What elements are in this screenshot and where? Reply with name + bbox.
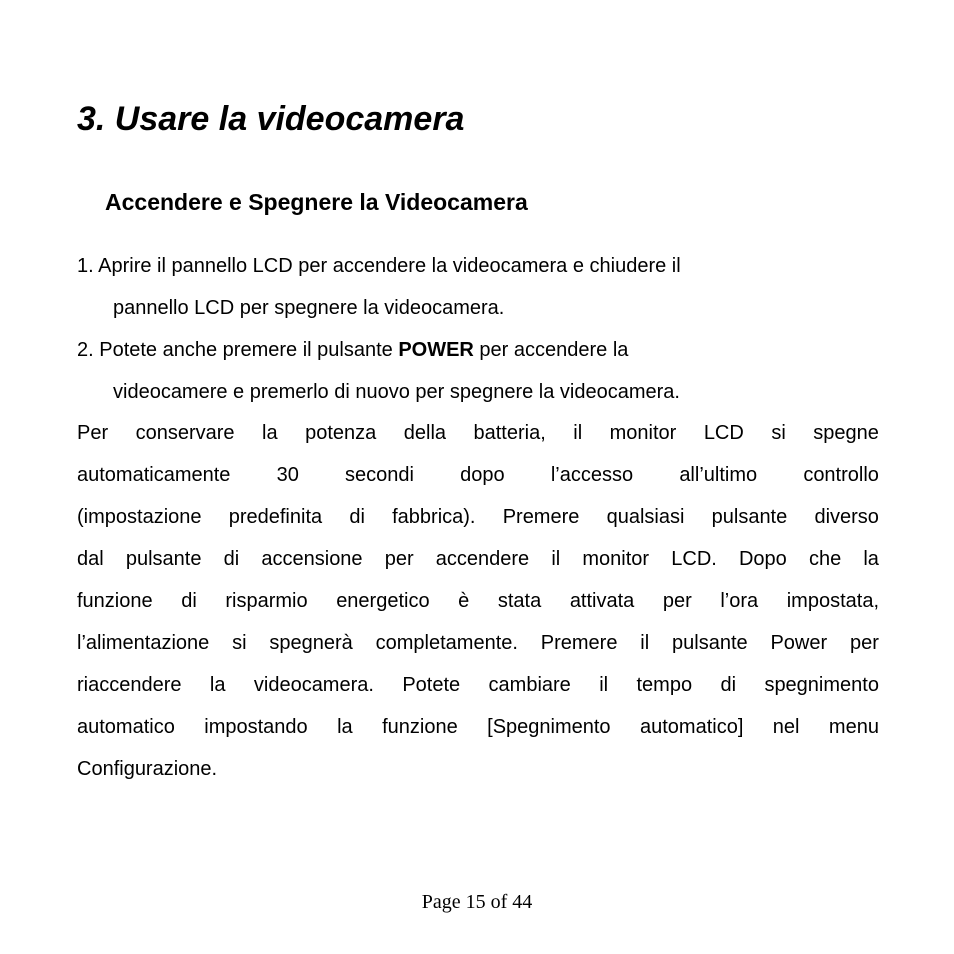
- body-line: [77, 580, 879, 622]
- body-word: 30: [276, 464, 299, 486]
- body-word: Per: [77, 422, 109, 444]
- body-word: videocamera.: [253, 674, 374, 696]
- body-word: l’accesso: [550, 464, 634, 486]
- body-word: (impostazione: [77, 506, 202, 528]
- body-word: automatico: [77, 716, 175, 738]
- body-word: il: [640, 632, 650, 654]
- body-line: [77, 412, 879, 454]
- body-word: qualsiasi: [606, 506, 685, 528]
- body-word: impostando: [204, 716, 308, 738]
- body-word: diverso: [814, 506, 879, 528]
- body-word: all’ultimo: [679, 464, 758, 486]
- body-word: la: [209, 674, 226, 696]
- body-word: conservare: [135, 422, 235, 444]
- body-word: potenza: [305, 422, 377, 444]
- body-word: automatico]: [639, 716, 744, 738]
- chapter-title: 3. Usare la videocamera: [77, 100, 465, 138]
- body-word: attivata: [569, 590, 635, 612]
- instruction-list: [77, 245, 879, 413]
- power-button-label: POWER: [398, 339, 474, 361]
- body-word: spegnimento: [764, 674, 879, 696]
- body-word: riaccendere: [77, 674, 182, 696]
- body-line: Configurazione.: [77, 758, 218, 780]
- body-word: tempo: [636, 674, 693, 696]
- body-word: spegnerà: [269, 632, 353, 654]
- section-title: Accendere e Spegnere la Videocamera: [105, 189, 528, 215]
- body-word: la: [863, 548, 879, 570]
- list-item: [77, 245, 879, 329]
- body-word: per: [850, 632, 879, 654]
- body-word: spegne: [813, 422, 879, 444]
- body-word: fabbrica).: [392, 506, 476, 528]
- list-item-line: videocamere e premerlo di nuovo per spegnere la videocamera.: [113, 381, 680, 403]
- body-paragraph: [77, 412, 879, 790]
- list-item-text: 2. Potete anche premere il pulsante: [77, 339, 399, 361]
- body-word: l’alimentazione: [77, 632, 210, 654]
- body-word: della: [403, 422, 447, 444]
- body-line: [77, 622, 879, 664]
- body-word: pulsante: [672, 632, 748, 654]
- body-line: [77, 496, 879, 538]
- body-word: LCD: [703, 422, 744, 444]
- list-item-text: per accendere la: [473, 339, 629, 361]
- body-word: energetico: [336, 590, 430, 612]
- body-word: per: [662, 590, 692, 612]
- body-word: l’ora: [720, 590, 759, 612]
- body-word: completamente.: [375, 632, 518, 654]
- body-word: automaticamente: [77, 464, 231, 486]
- body-word: predefinita: [228, 506, 323, 528]
- body-word: di: [720, 674, 737, 696]
- body-word: che: [808, 548, 842, 570]
- body-word: monitor: [609, 422, 677, 444]
- body-word: si: [771, 422, 786, 444]
- body-word: di: [349, 506, 365, 528]
- body-word: è: [458, 590, 470, 612]
- body-word: monitor: [582, 548, 650, 570]
- body-word: per: [384, 548, 414, 570]
- body-line: [77, 664, 879, 706]
- body-word: il: [573, 422, 583, 444]
- body-word: il: [599, 674, 609, 696]
- body-word: LCD.: [671, 548, 717, 570]
- body-word: impostata,: [786, 590, 879, 612]
- body-line: [77, 706, 879, 748]
- body-word: si: [232, 632, 247, 654]
- body-word: funzione: [77, 590, 153, 612]
- body-word: di: [223, 548, 240, 570]
- body-word: cambiare: [488, 674, 571, 696]
- body-line: [77, 454, 879, 496]
- body-word: dopo: [460, 464, 505, 486]
- body-word: funzione: [382, 716, 458, 738]
- body-word: pulsante: [711, 506, 788, 528]
- body-word: pulsante: [125, 548, 202, 570]
- list-item-line: pannello LCD per spegnere la videocamera.: [113, 297, 505, 319]
- body-word: dal: [77, 548, 104, 570]
- body-line: [77, 538, 879, 580]
- body-word: accensione: [261, 548, 363, 570]
- body-word: risparmio: [225, 590, 308, 612]
- body-word: accendere: [435, 548, 530, 570]
- body-word: [Spegnimento: [487, 716, 611, 738]
- body-word: Premere: [540, 632, 618, 654]
- body-word: stata: [497, 590, 542, 612]
- body-word: la: [337, 716, 353, 738]
- body-word: di: [181, 590, 197, 612]
- body-word: controllo: [803, 464, 879, 486]
- body-word: Potete: [402, 674, 461, 696]
- body-word: batteria,: [473, 422, 546, 444]
- body-word: Premere: [502, 506, 580, 528]
- list-item-line: [77, 329, 879, 371]
- body-word: Dopo: [738, 548, 787, 570]
- body-word: Power: [770, 632, 828, 654]
- list-item-line: 1. Aprire il pannello LCD per accendere la videocamera e chiudere il: [77, 255, 681, 277]
- body-word: secondi: [345, 464, 414, 486]
- body-word: menu: [828, 716, 879, 738]
- body-word: il: [551, 548, 561, 570]
- page-number: Page 15 of 44: [421, 891, 533, 913]
- list-item: [77, 329, 879, 413]
- body-word: la: [262, 422, 278, 444]
- body-word: nel: [772, 716, 800, 738]
